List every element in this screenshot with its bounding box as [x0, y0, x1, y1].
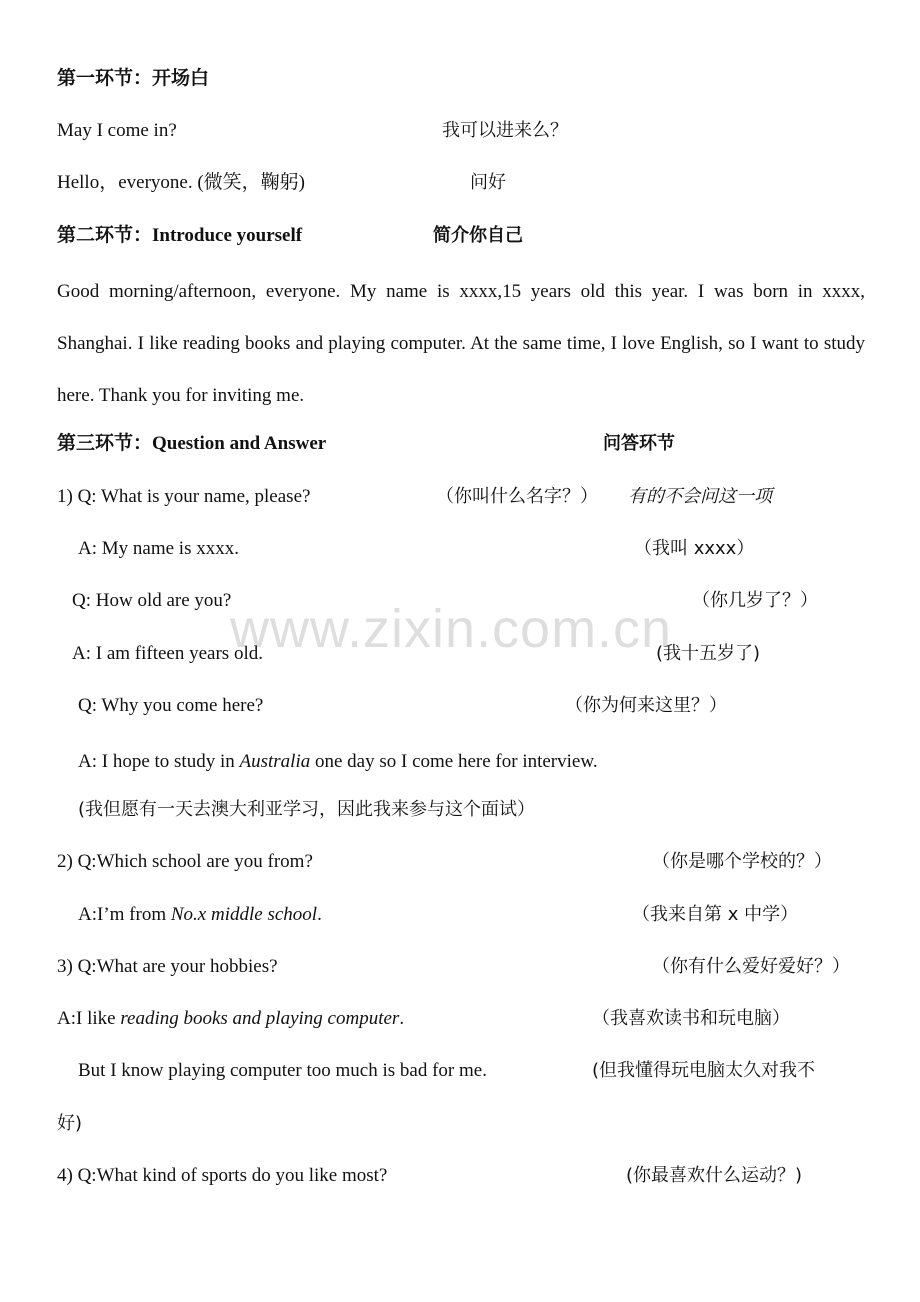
answer-3-hobbies-end: .	[399, 1008, 405, 1029]
question-2-school-translation: （你是哪个学校的？）	[652, 851, 832, 872]
question-1-name-translation: （你叫什么名字？）	[436, 486, 598, 507]
answer-why-here-end: one day so I come here for interview.	[310, 751, 598, 772]
answer-2-school	[78, 903, 322, 927]
answer-why-here-start: A: I hope to study in	[78, 751, 240, 772]
answer-why-here	[78, 750, 598, 774]
answer-why-here-translation: (我但愿有一天去澳大利亚学习，因此我来参与这个面试）	[78, 799, 536, 820]
watermark: www.zixin.com.cn	[230, 599, 673, 659]
section2-heading: 第二环节：Introduce yourself	[57, 225, 303, 246]
answer-1-name-translation: （我叫 xxxx）	[634, 538, 755, 559]
hello-everyone-translation: 问好	[470, 172, 506, 193]
answer-2-school-start: A:I’m from	[78, 904, 171, 925]
question-2-school: 2) Q:Which school are you from?	[57, 851, 313, 872]
question-4-sports-translation: (你最喜欢什么运动？)	[626, 1165, 803, 1186]
answer-2-school-end: .	[317, 904, 322, 925]
answer-3-hobbies-start: A:I like	[57, 1008, 121, 1029]
answer-3-computer-note: But I know playing computer too much is bad for me.	[78, 1060, 487, 1081]
self-introduction-paragraph: Good morning/afternoon, everyone. My name is xxxx,15 years old this year. I was born in xxxx, Shanghai. I like reading books and playing computer. At the same time, I love English, so I want to study here. Thank you for inviting me.	[57, 281, 865, 406]
question-1-note: 有的不会问这一项	[628, 486, 772, 507]
answer-3-computer-note-translation: (但我懂得玩电脑太久对我不	[592, 1060, 816, 1081]
section3-heading-translation: 问答环节	[603, 433, 675, 454]
answer-3-hobbies-list: reading books and playing computer	[120, 1008, 400, 1029]
answer-3-hobbies	[57, 1007, 404, 1031]
question-4-sports: 4) Q:What kind of sports do you like most?	[57, 1165, 388, 1186]
answer-2-school-translation: （我来自第 x 中学）	[632, 904, 799, 925]
question-why-here-translation: （你为何来这里？）	[565, 695, 727, 716]
section3-heading: 第三环节：Question and Answer	[57, 433, 327, 454]
answer-2-school-name: No.x middle school	[170, 904, 318, 925]
may-i-come-in-text: May I come in?	[57, 120, 177, 141]
may-i-come-in-translation: 我可以进来么？	[442, 120, 568, 141]
answer-why-here-country: Australia	[239, 751, 311, 772]
question-3-hobbies-translation: （你有什么爱好爱好？）	[652, 956, 850, 977]
answer-3-computer-note-translation-end: 好)	[57, 1113, 83, 1134]
answer-3-hobbies-translation: （我喜欢读书和玩电脑）	[592, 1008, 790, 1029]
question-age-translation: （你几岁了？）	[692, 590, 818, 611]
answer-1-name: A: My name is xxxx.	[78, 538, 239, 559]
question-age: Q: How old are you?	[72, 590, 232, 611]
section1-heading: 第一环节：开场白	[57, 68, 210, 89]
answer-age-translation: (我十五岁了)	[656, 643, 761, 664]
question-1-name: 1) Q: What is your name, please?	[57, 486, 311, 507]
question-why-here: Q: Why you come here?	[78, 695, 264, 716]
hello-everyone-text: Hello，everyone. (微笑，鞠躬)	[57, 172, 305, 193]
question-3-hobbies: 3) Q:What are your hobbies?	[57, 956, 278, 977]
answer-age: A: I am fifteen years old.	[72, 643, 263, 664]
section2-heading-translation: 简介你自己	[433, 225, 523, 246]
